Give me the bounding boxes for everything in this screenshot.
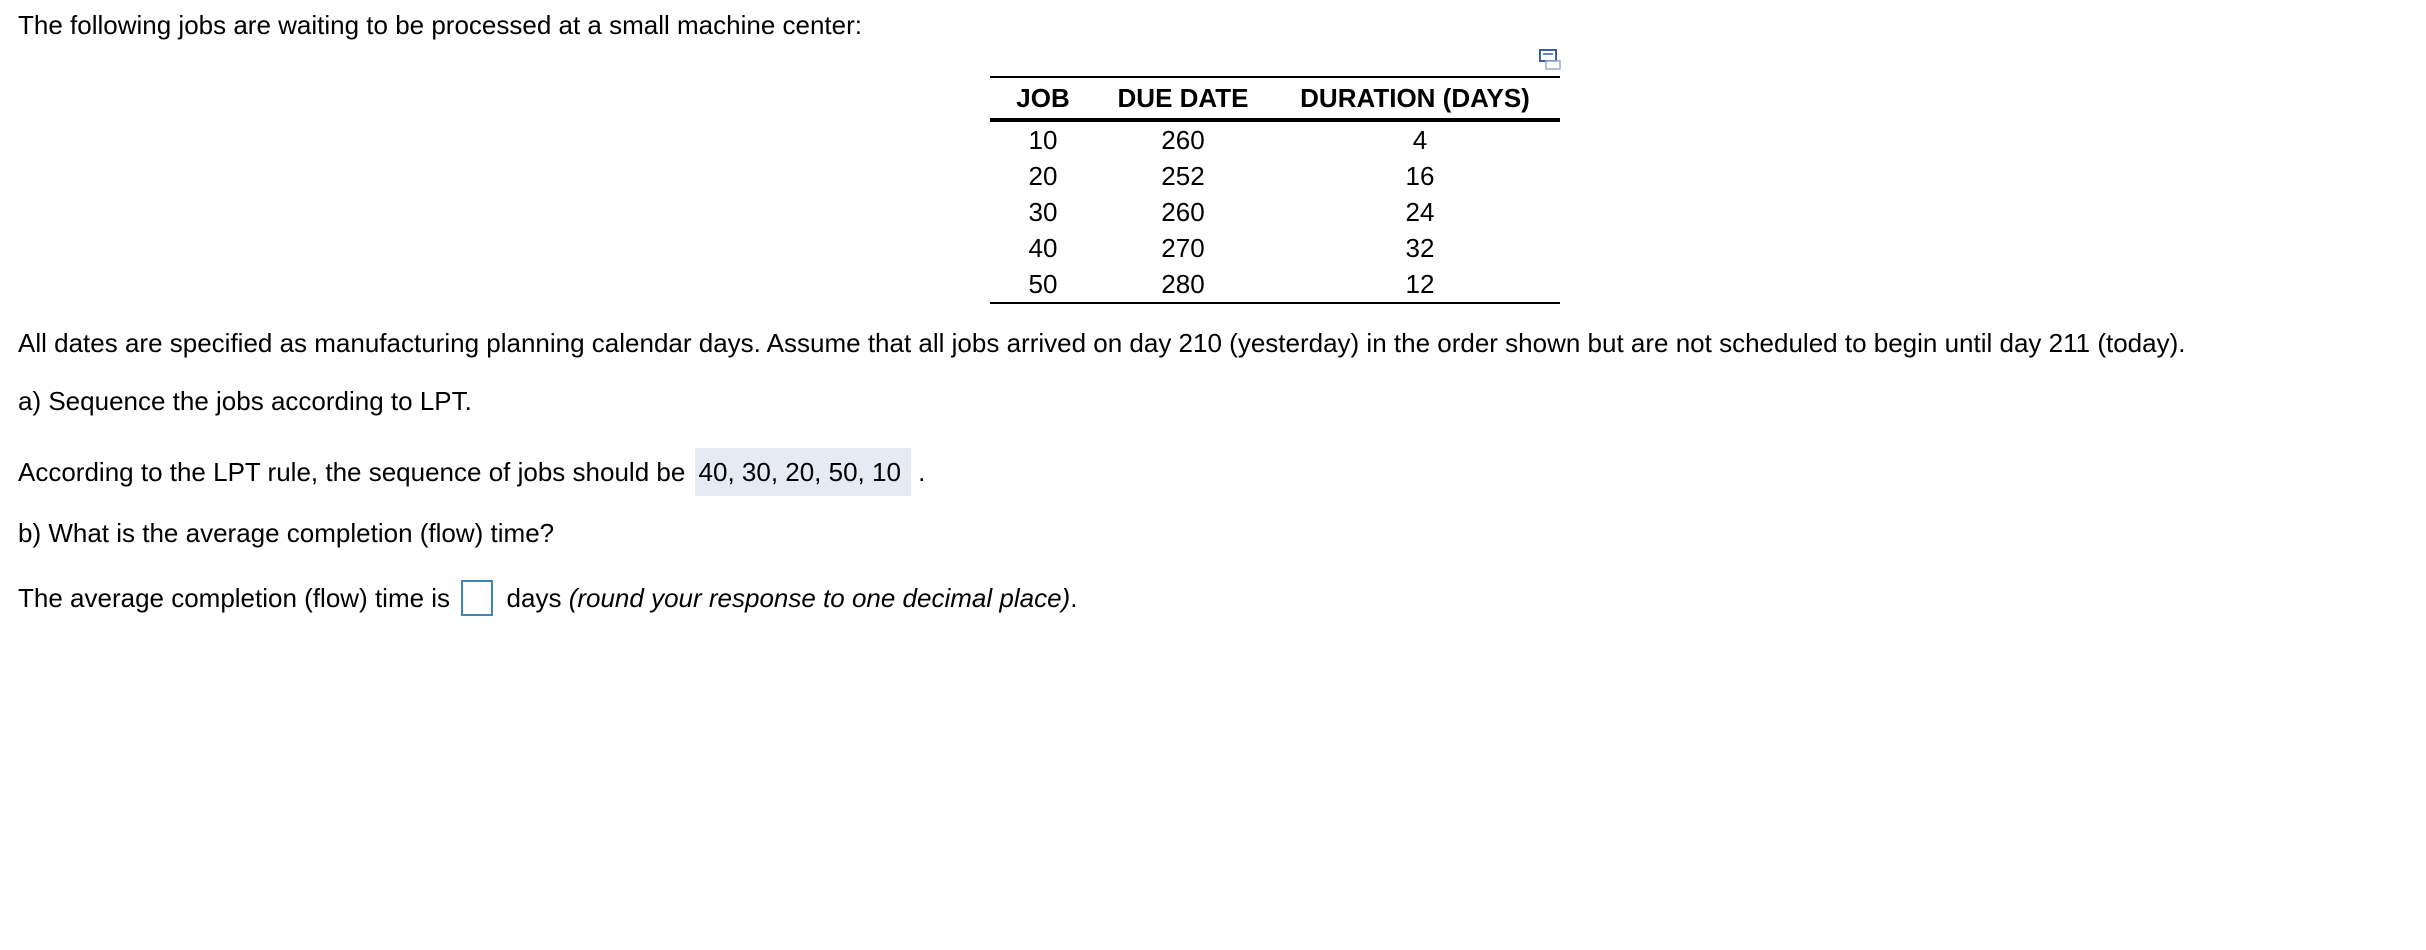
problem-intro: The following jobs are waiting to be processed at a small machine center: bbox=[18, 10, 862, 40]
answer-a-line bbox=[18, 450, 925, 498]
header-job: JOB bbox=[990, 77, 1096, 120]
header-due-date: DUE DATE bbox=[1096, 77, 1270, 120]
unit-label: days bbox=[506, 583, 562, 613]
duration-cell: 4 bbox=[1412, 124, 1428, 155]
due-date-cell: 280 bbox=[1096, 266, 1270, 303]
assumption-text: All dates are specified as manufacturing planning calendar days. Assume that all jobs arrived on day 210 (yesterday) in the order shown but are not scheduled to begin until day 211 (today). bbox=[18, 328, 2186, 358]
answer-a-suffix: . bbox=[918, 456, 926, 487]
duration-cell: 16 bbox=[1405, 160, 1435, 191]
duration-cell: 24 bbox=[1405, 196, 1435, 227]
jobs-table bbox=[990, 76, 1560, 304]
job-cell: 30 bbox=[1028, 196, 1058, 227]
duration-cell: 32 bbox=[1405, 232, 1435, 263]
table-row bbox=[990, 266, 1560, 303]
answer-b-suffix: . bbox=[1070, 583, 1078, 613]
due-date-cell: 260 bbox=[1161, 124, 1205, 155]
job-cell: 40 bbox=[1028, 232, 1058, 263]
duration-cell: 12 bbox=[1270, 266, 1560, 303]
copy-table-icon[interactable] bbox=[1538, 48, 1562, 72]
due-date-cell: 252 bbox=[1161, 160, 1205, 191]
job-cell: 50 bbox=[990, 266, 1096, 303]
answer-a-prefix: According to the LPT rule, the sequence of jobs should be bbox=[18, 456, 686, 487]
job-cell: 10 bbox=[1028, 124, 1058, 155]
flow-time-input[interactable] bbox=[461, 580, 493, 616]
due-date-cell: 260 bbox=[1161, 196, 1205, 227]
answer-b-line bbox=[18, 582, 1077, 618]
job-cell: 20 bbox=[1028, 160, 1058, 191]
table-row bbox=[990, 230, 1560, 266]
question-a: a) Sequence the jobs according to LPT. bbox=[18, 386, 472, 416]
question-b: b) What is the average completion (flow) time? bbox=[18, 518, 555, 548]
answer-b-prefix: The average completion (flow) time is bbox=[18, 583, 451, 613]
table-row bbox=[990, 158, 1560, 194]
table-row bbox=[990, 120, 1560, 158]
sequence-answer-field[interactable]: 40, 30, 20, 50, 10 bbox=[695, 448, 911, 496]
header-duration: DURATION (DAYS) bbox=[1270, 77, 1560, 120]
rounding-hint: (round your response to one decimal place) bbox=[568, 583, 1071, 613]
table-row bbox=[990, 194, 1560, 230]
table-header-row bbox=[990, 77, 1560, 120]
due-date-cell: 270 bbox=[1161, 232, 1205, 263]
